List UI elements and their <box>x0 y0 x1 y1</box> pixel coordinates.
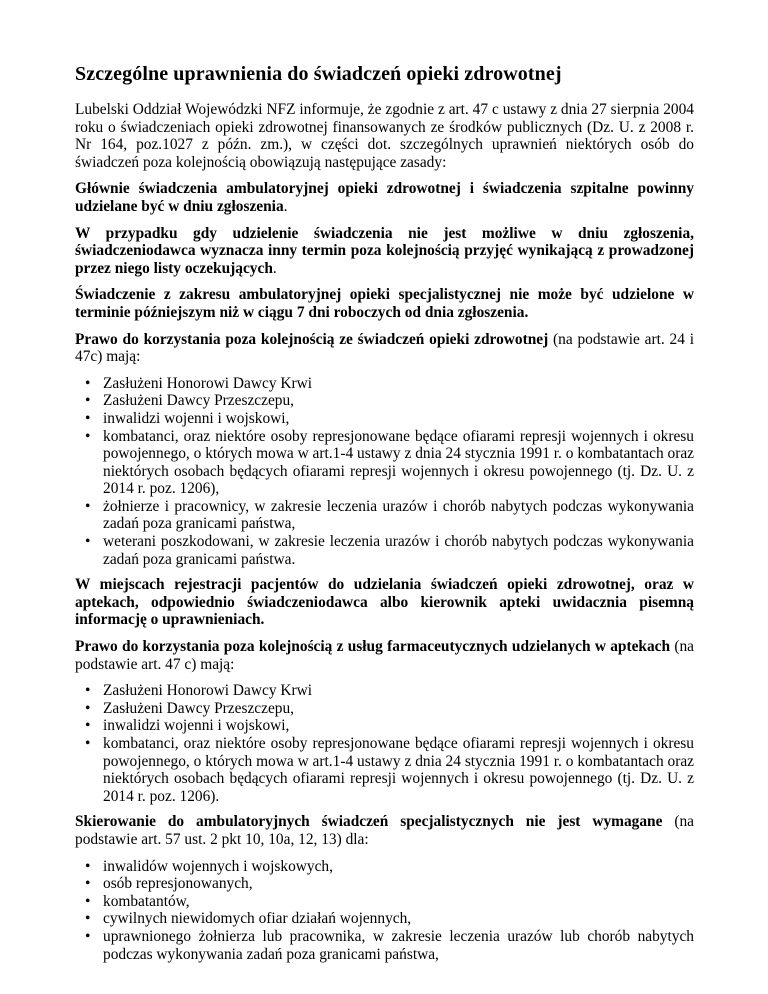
rule-other-date-text: W przypadku gdy udzielenie świadczenia nie jest możliwe w dniu zgłoszenia, świadczeniodawca wyznacza inny termin poza kolejnością przyjęć wynikającą z prowadzonej przez niego listy oczekujących <box>75 224 694 277</box>
list-item: • inwalidów wojennych i wojskowych, <box>75 858 694 876</box>
list-item: • inwalidzi wojenni i wojskowi, <box>75 717 694 735</box>
rule-7-days: Świadczenie z zakresu ambulatoryjnej opieki specjalistycznej nie może być udzielone w terminie późniejszym niż w ciągu 7 dni roboczych od dnia zgłoszenia. <box>75 286 694 321</box>
list-item: • kombatanci, oraz niektóre osoby represjonowane będące ofiarami represji wojennych i okresu powojennego, o których mowa w art.1-4 ustawy z dnia 24 stycznia 1991 r. o kombatantach oraz niektórych osobach będących ofiarami represji wojennych i okresu powojennego (tj. Dz. U. z 2014 r. poz. 1206). <box>75 735 694 805</box>
list-item: • Zasłużeni Honorowi Dawcy Krwi <box>75 375 694 393</box>
document-content <box>75 62 694 971</box>
rule-same-day: Głównie świadczenia ambulatoryjnej opieki zdrowotnej i świadczenia szpitalne powinny udzielane być w dniu zgłoszenia. <box>75 180 694 215</box>
list-item: • Zasłużeni Honorowi Dawcy Krwi <box>75 682 694 700</box>
list-item: • inwalidzi wojenni i wojskowi, <box>75 410 694 428</box>
rule-information-notice: W miejscach rejestracji pacjentów do udzielania świadczeń opieki zdrowotnej, oraz w aptekach, odpowiednio świadczeniodawca albo kierownik apteki uwidacznia pisemną informację o uprawnieniach. <box>75 576 694 629</box>
list-item: • weterani poszkodowani, w zakresie leczenia urazów i chorób nabytych podczas wykonywania zadań poza granicami państwa. <box>75 533 694 568</box>
intro-paragraph: Lubelski Oddział Wojewódzki NFZ informuje, że zgodnie z art. 47 c ustawy z dnia 27 sierpnia 2004 roku o świadczeniach opieki zdrowotnej finansowanych ze środków publicznych (Dz. U. z 2008 r. Nr 164, poz.1027 z późn. zm.), w części dot. szczególnych uprawnień niektórych osób do świadczeń poza kolejnością obowiązują następujące zasady: <box>75 101 694 171</box>
rule-same-day-text: Głównie świadczenia ambulatoryjnej opieki zdrowotnej i świadczenia szpitalne powinny udzielane być w dniu zgłoszenia <box>75 180 694 215</box>
list-item: • uprawnionego żołnierza lub pracownika, w zakresie leczenia urazów lub chorób nabytych podczas wykonywania zadań poza granicami państwa, <box>75 928 694 963</box>
section3-heading: Skierowanie do ambulatoryjnych świadczeń specjalistycznych nie jest wymagane (na podstawie art. 57 ust. 2 pkt 10, 10a, 12, 13) dla: <box>75 813 695 848</box>
list-item: • Zasłużeni Dawcy Przeszczepu, <box>75 700 694 718</box>
rule-other-date: W przypadku gdy udzielenie świadczenia nie jest możliwe w dniu zgłoszenia, świadczeniodawca wyznacza inny termin poza kolejnością przyjęć wynikającą z prowadzonej przez niego listy oczekujących. <box>75 224 694 277</box>
list-item: • Zasłużeni Dawcy Przeszczepu, <box>75 392 694 410</box>
section2-list <box>75 682 694 805</box>
list-item: • osób represjonowanych, <box>75 875 694 893</box>
section2-heading: Prawo do korzystania poza kolejnością z usług farmaceutycznych udzielanych w aptekach (na podstawie art. 47 c) mają: <box>75 638 695 673</box>
section3-list <box>75 858 694 964</box>
section1-list <box>75 375 694 569</box>
list-item: • żołnierze i pracownicy, w zakresie leczenia urazów i chorób nabytych podczas wykonywania zadań poza granicami państwa, <box>75 498 694 533</box>
page-title: Szczególne uprawnienia do świadczeń opieki zdrowotnej <box>75 63 562 85</box>
list-item: • kombatantów, <box>75 893 694 911</box>
section1-heading: Prawo do korzystania poza kolejnością ze świadczeń opieki zdrowotnej (na podstawie art. 24 i 47c) mają: <box>75 330 694 366</box>
list-item: • cywilnych niewidomych ofiar działań wojennych, <box>75 910 694 928</box>
list-item: • kombatanci, oraz niektóre osoby represjonowane będące ofiarami represji wojennych i okresu powojennego, o których mowa w art.1-4 ustawy z dnia 24 stycznia 1991 r. o kombatantach oraz niektórych osobach będących ofiarami represji wojennych i okresu powojennego (tj. Dz. U. z 2014 r. poz. 1206), <box>75 428 694 498</box>
